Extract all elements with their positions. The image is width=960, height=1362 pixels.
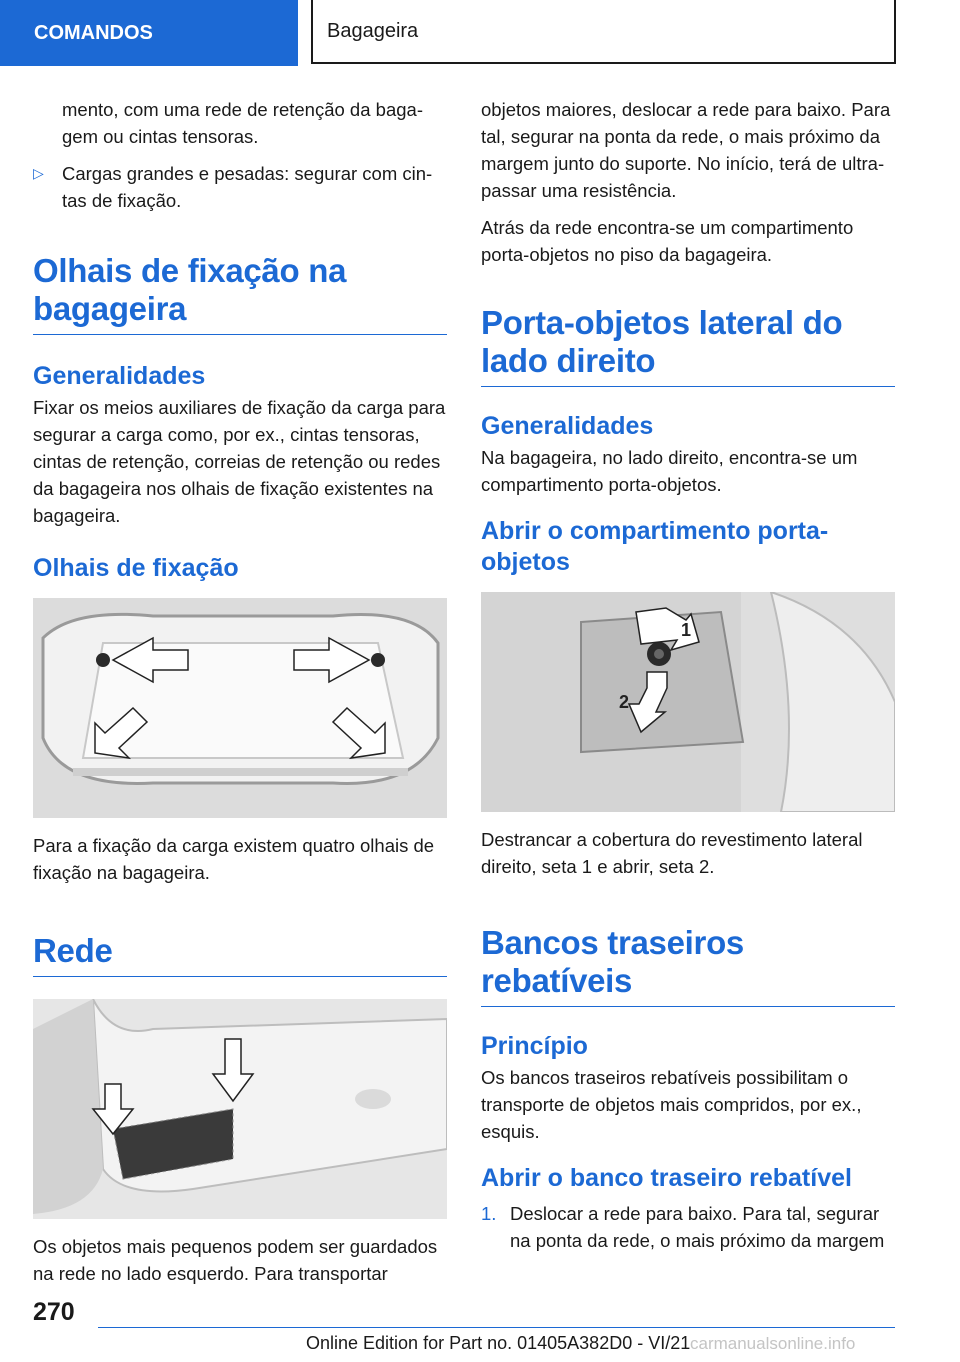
intro-continuation: mento, com uma rede de retenção da bagagem ou cintas tensoras. [62,99,423,147]
paragraph-generalidades: Fixar os meios auxiliares de fixação da carga para segurar a carga como, por ex., cintas tensoras, cintas de retenção, correias de retenção ou redes da bagageira nos olhais de fixação existentes na bagageira. [33,397,446,526]
trunk-net-image [33,999,447,1219]
step-item [481,1200,895,1254]
side-compartment-image [481,592,895,812]
section-title: Bagageira [311,0,896,64]
heading-bancos-traseiros: Bancos traseiros rebatíveis [481,924,895,1007]
chapter-tab: COMANDOS [0,0,298,66]
bullet-item [33,160,447,214]
step-text: Deslocar a rede para baixo. Para tal, segurar na ponta da rede, o mais próximo da margem [510,1203,885,1251]
footer-divider [98,1327,895,1328]
triangle-right-icon: ▷ [33,165,44,181]
heading-principio: Princípio [481,1032,588,1060]
heading-rede: Rede [33,932,447,977]
paragraph-principio: Os bancos traseiros rebatíveis possibilitam o transporte de objetos mais compridos, por ex., esquis. [481,1067,862,1142]
paragraph-rede: Os objetos mais pequenos podem ser guardados na rede no lado esquerdo. Para transportar [33,1236,438,1284]
paragraph-rede-continuation: objetos maiores, deslocar a rede para baixo. Para tal, segurar na ponta da rede, o mais próximo da margem junto do suporte. No início, terá de ultrapassar uma resistência. [481,99,891,201]
heading-abrir-banco: Abrir o banco traseiro rebatível [481,1164,852,1192]
heading-generalidades: Generalidades [33,362,206,390]
step-number: 1. [481,1203,497,1224]
arrow-1-label: 1 [681,620,692,640]
heading-porta-objetos: Porta-objetos lateral do lado direito [481,304,895,387]
heading-abrir-compartimento: Abrir o compartimento porta-objetos [481,517,829,576]
watermark: carmanualsonline.info [690,1334,856,1353]
paragraph-compartimento: Atrás da rede encontra-se um compartimento porta-objetos no piso da bagageira. [481,217,854,265]
trunk-lashing-eyes-image [33,598,447,818]
heading-olhais-bagageira: Olhais de fixação na bagageira [33,252,447,335]
paragraph-generalidades-right: Na bagageira, no lado direito, encontra-se um compartimento porta-objetos. [481,447,858,495]
footer-edition: Online Edition for Part no. 01405A382D0 - VI/21 [306,1333,691,1353]
heading-olhais-fixacao: Olhais de fixação [33,554,239,582]
caption-olhais: Para a fixação da carga existem quatro olhais de fixação na bagageira. [33,835,435,883]
left-column [33,96,447,1297]
page-number: 270 [33,1298,75,1326]
right-column [481,96,895,1254]
bullet-text: Cargas grandes e pesadas: segurar com cintas de fixação. [62,163,433,211]
arrow-2-label: 2 [619,692,630,712]
heading-generalidades-right: Generalidades [481,412,654,440]
caption-abrir: Destrancar a cobertura do revestimento lateral direito, seta 1 e abrir, seta 2. [481,829,863,877]
